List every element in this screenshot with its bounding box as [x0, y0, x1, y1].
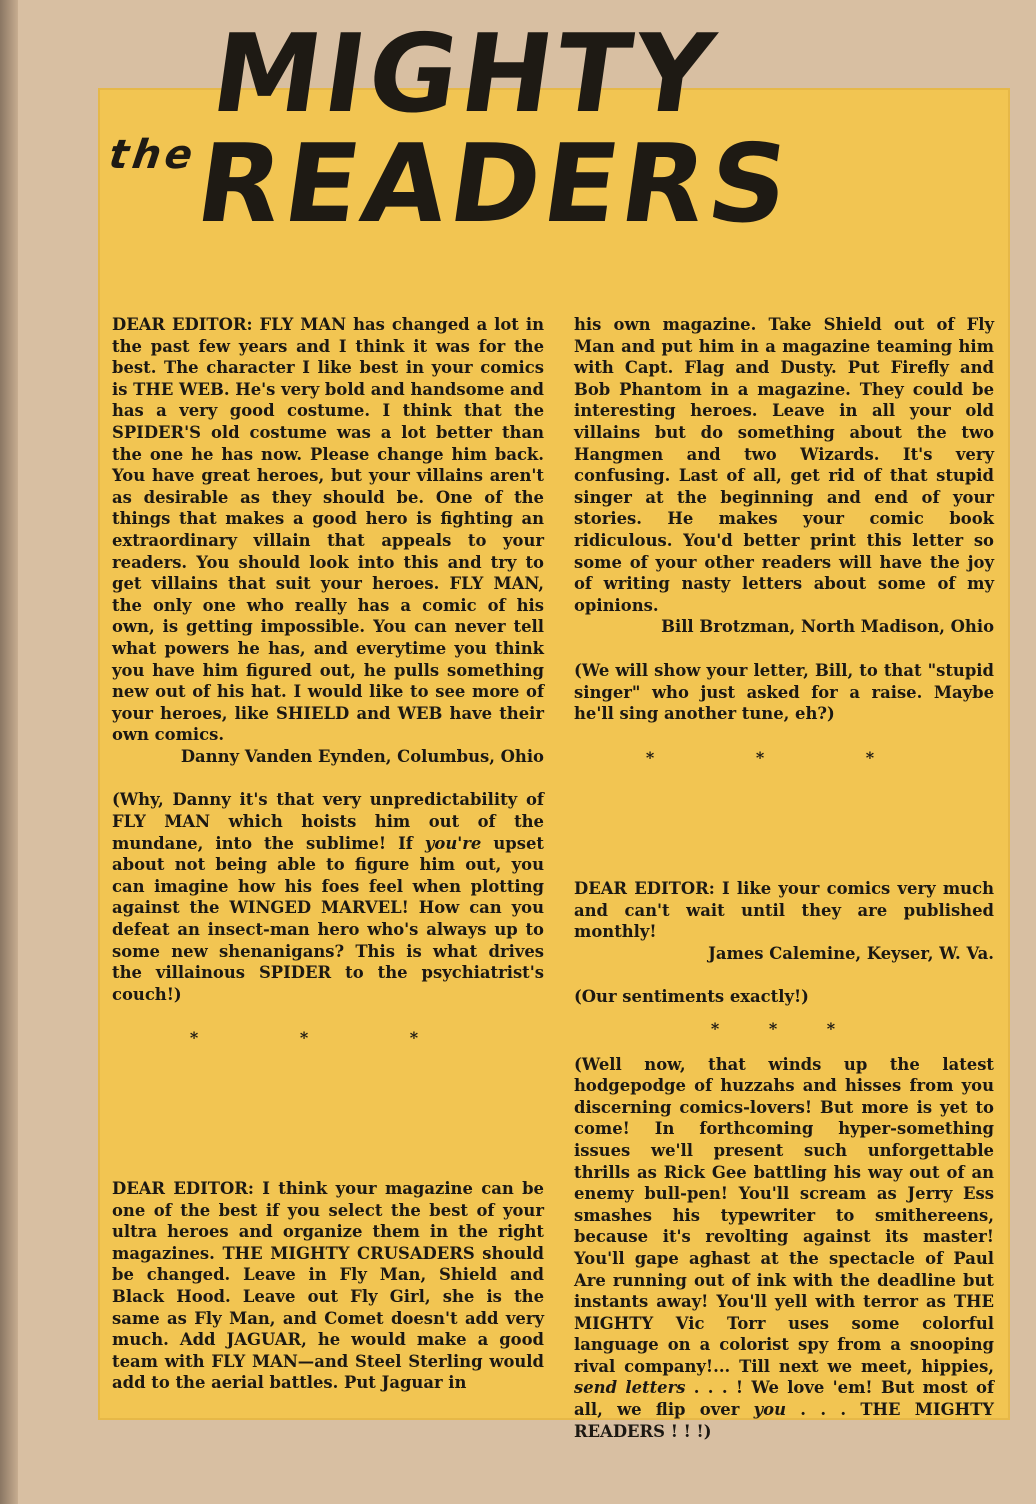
title-prefix: the — [106, 132, 200, 178]
letter-james — [574, 878, 994, 1442]
letter-body: his own magazine. Take Shield out of Fly Man and put him in a magazine teaming him with Capt. Flag and Dusty. Put Firefly and Bob Phantom in a magazine. They could be interesting heroes. Leave in all your old villains but do something about the two Hangmen and two Wizards. It's very confusing. Last of all, get rid of that stupid singer at the beginning and end of your stories. He makes your comic book ridiculous. You'd better print this letter so some of your other readers will have the joy of writing nasty letters about some of my opinions. — [574, 315, 994, 615]
section-divider-stars: * * * — [710, 1018, 858, 1038]
section-divider-stars: * * * — [189, 1028, 467, 1048]
letter-body: DEAR EDITOR: FLY MAN has changed a lot in the past few years and I think it was for the best. The character I like best in your comics is THE WEB. He's very bold and handsome and has a very good costume. I think that the SPIDER'S old costume was a lot better than the one he has now. Please change him back. You have great heroes, but your villains aren't as desirable as they should be. One of the things that makes a good hero is fighting an extraordinary villain that appeals to your readers. You should look into this and try to get villains that suit your heroes. FLY MAN, the only one who really has a comic of his own, is getting impossible. You can never tell what powers he has, and everytime you think you have him figured out, he pulls something new out of his hat. I would like to see more of your heroes, like SHIELD and WEB have their own comics. — [112, 315, 544, 745]
letter-bill-part2 — [574, 314, 994, 768]
letter-bill-part1 — [112, 1178, 544, 1394]
letter-body: DEAR EDITOR: I like your comics very much and can't wait until they are published monthly! — [574, 879, 994, 942]
page-binding-edge — [0, 0, 18, 1504]
letter-danny — [112, 314, 544, 1049]
letter-signature: Danny Vanden Eynden, Columbus, Ohio — [180, 746, 544, 766]
editor-reply: (Our sentiments exactly!) — [574, 987, 809, 1007]
letter-body: DEAR EDITOR: I think your magazine can be one of the best if you select the best of your ultra heroes and organize them in the right magazines. THE MIGHTY CRUSADERS should be changed. Leave in Fly Man, Shield and Black Hood. Leave out Fly Girl, she is the same as Fly Man, and Comet doesn't add very much. Add JAGUAR, he would make a good team with FLY MAN—and Steel Sterling would add to the aerial battles. Put Jaguar in — [112, 1179, 544, 1393]
letter-signature: Bill Brotzman, North Madison, Ohio — [661, 617, 994, 637]
closing-message: (Well now, that winds up the latest hodgepodge of huzzahs and hisses from you discerning comics-lovers! But more is yet to come! In forthcoming hyper-something issues we'll present such unforgettable thrills as Rick Gee battling his way out of an enemy bull-pen! You'll scream as Jerry Ess smashes his typewriter to smithereens, because it's revolting against its master! You'll gape aghast at the spectacle of Paul Are running out of ink with the deadline but instants away! You'll yell with terror as THE MIGHTY Vic Torr uses some colorful language on a colorist spy from a snooping rival company!... Till next we meet, hippies, send letters . . . ! We love 'em! But most of all, we flip over you . . . THE MIGHTY READERS ! ! !) — [574, 1054, 995, 1441]
letter-signature: James Calemine, Keyser, W. Va. — [708, 943, 994, 963]
page-title — [97, 12, 1018, 247]
editor-reply: (Why, Danny it's that very unpredictability of FLY MAN which hoists him out of the mundane, into the sublime! If you're upset about not being able to figure him out, you can imagine how his foes feel when plotting against the WINGED MARVEL! How can you defeat an insect-man hero who's always up to some new shenanigans? This is what drives the villainous SPIDER to the psychiatrist's couch!) — [112, 790, 544, 1004]
title-main: MIGHTY READERS — [189, 12, 800, 247]
section-divider-stars: * * * — [645, 747, 923, 767]
editor-reply: (We will show your letter, Bill, to that "stupid singer" who just asked for a raise. Maybe he'll sing another tune, eh?) — [574, 660, 994, 724]
